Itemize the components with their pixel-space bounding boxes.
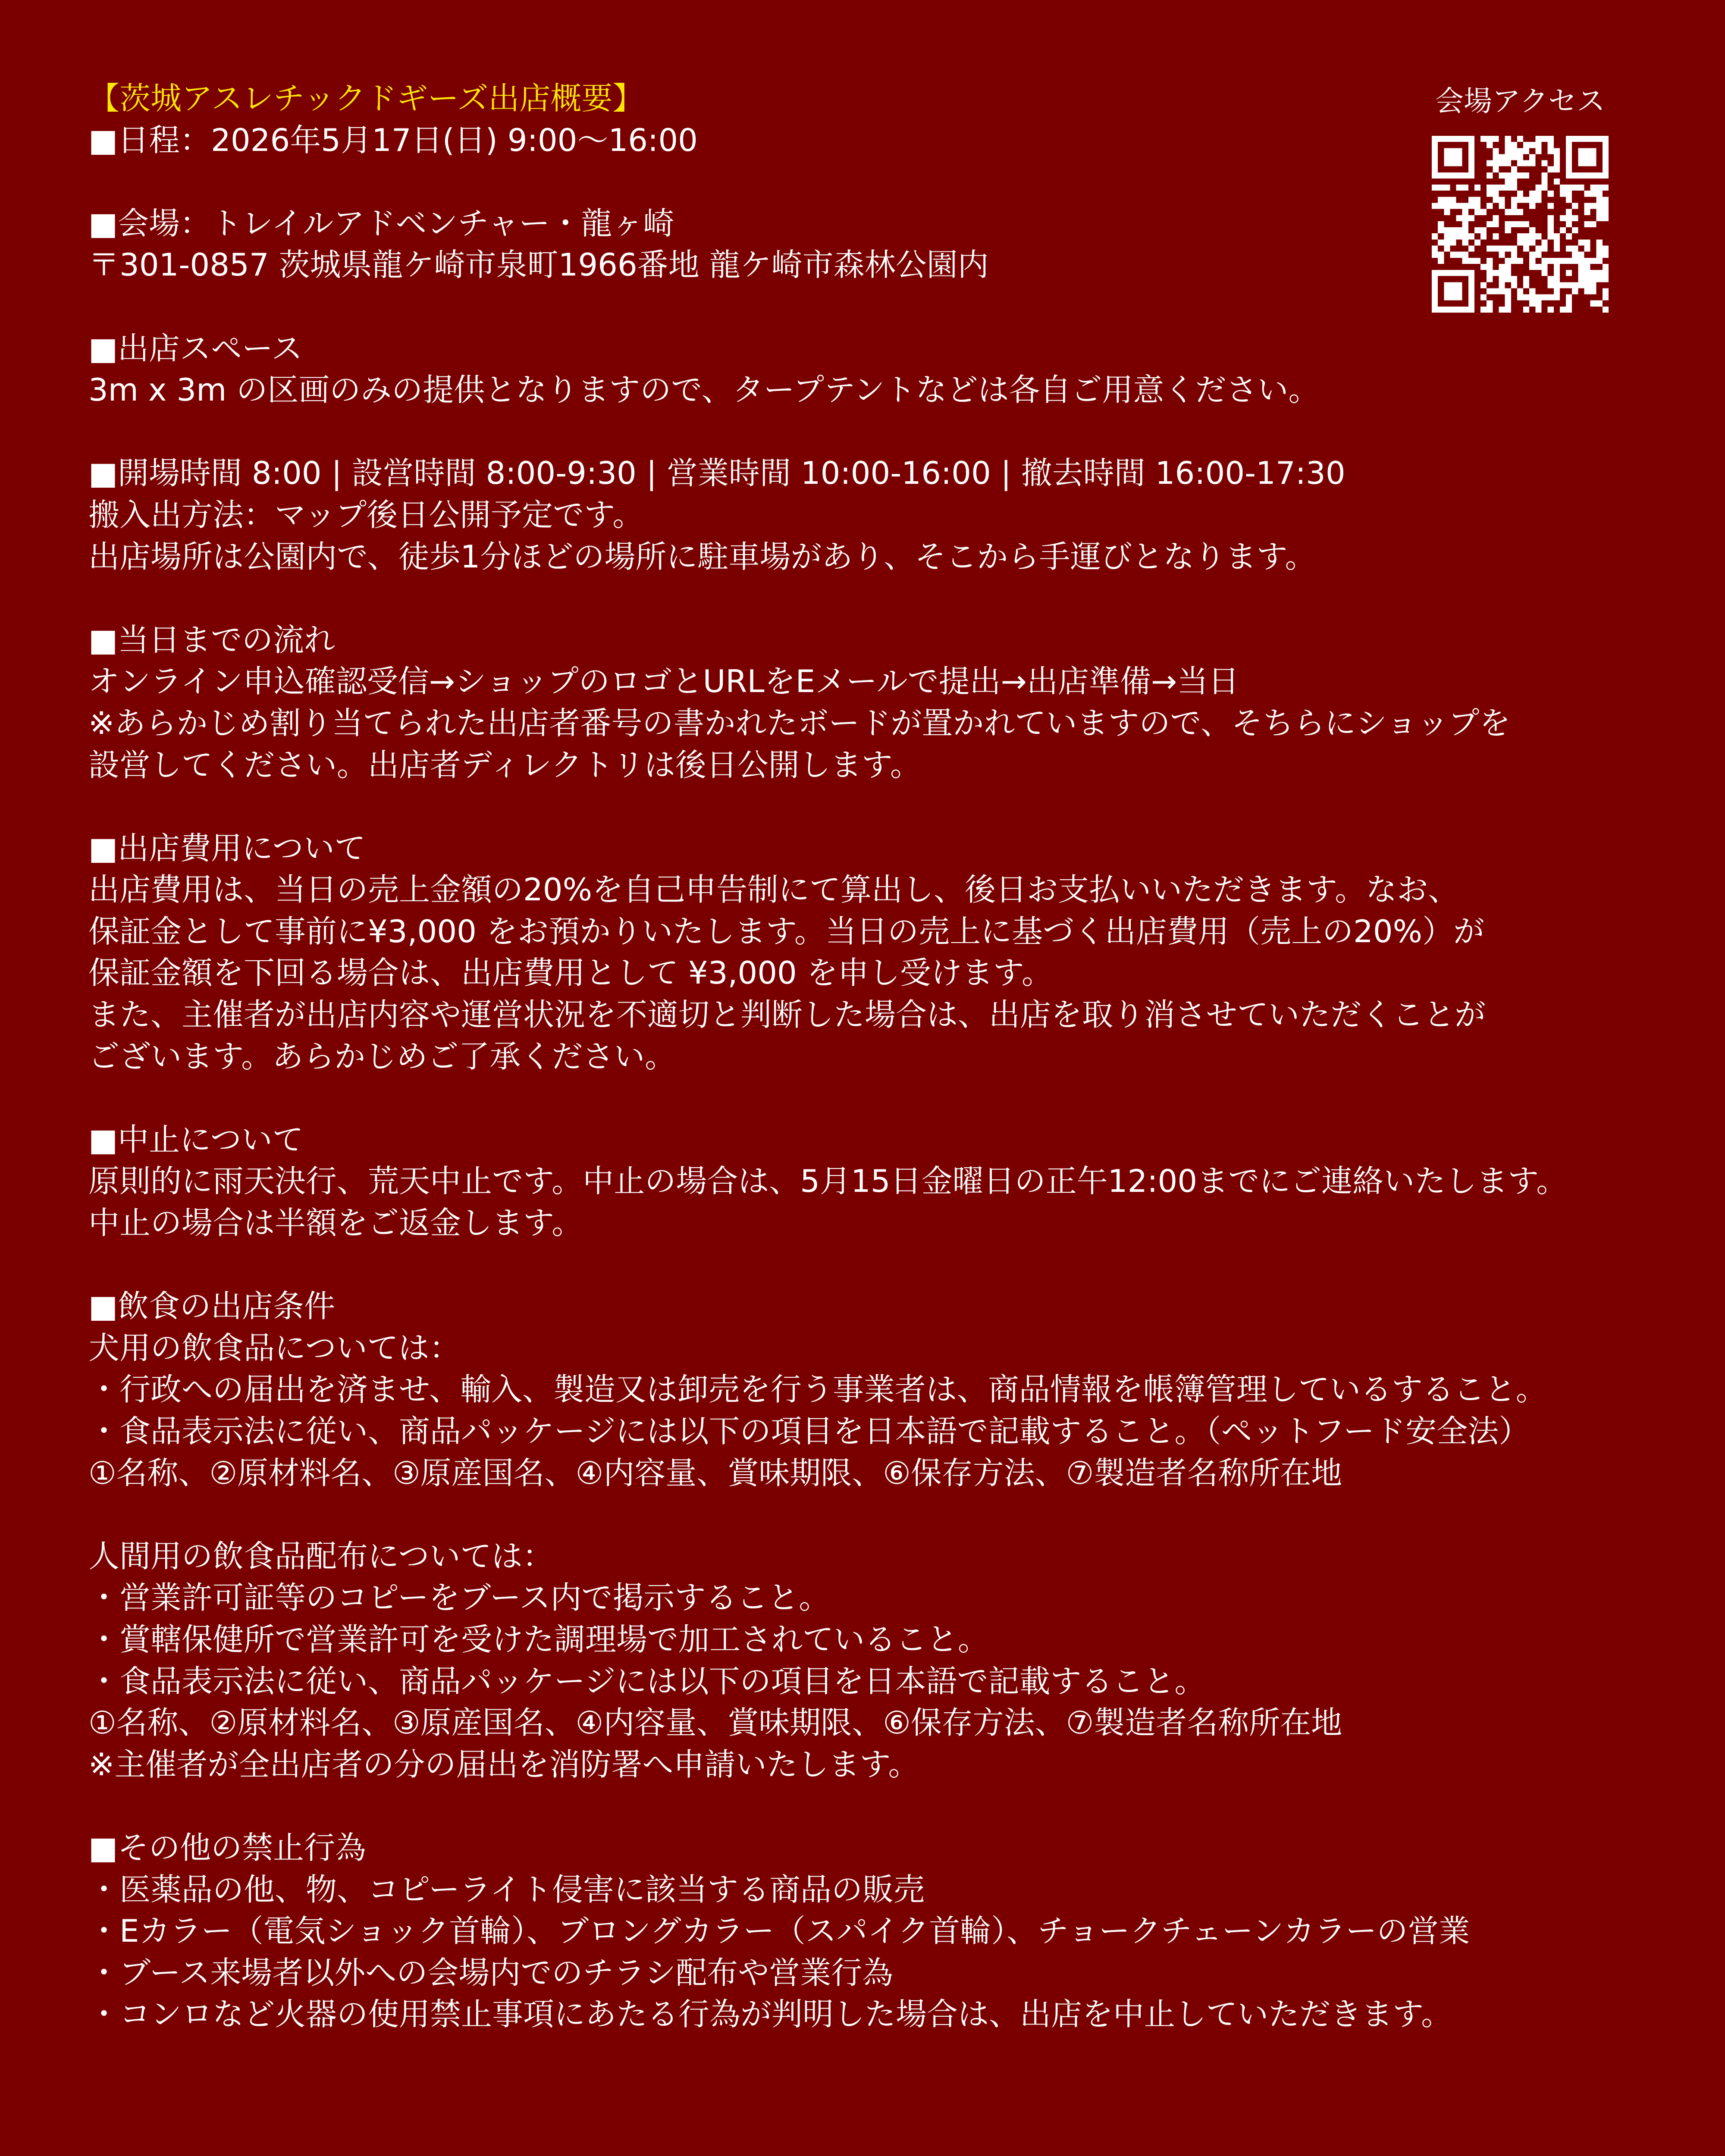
body-line: 保証金として事前に¥3,000 をお預かりいたします。当日の売上に基づく出店費用（売上の20%）が bbox=[88, 913, 1485, 950]
section-heading: ■出店費用について bbox=[88, 830, 366, 866]
section-heading: ■中止について bbox=[88, 1121, 304, 1158]
body-line: 保証金額を下回る場合は、出店費用として ¥3,000 を申し受けます。 bbox=[88, 955, 1053, 991]
venue-access-label: 会場アクセス bbox=[1435, 85, 1606, 118]
blank-line bbox=[88, 577, 1641, 619]
section-heading: ■その他の禁止行為 bbox=[88, 1829, 367, 1866]
document-body bbox=[88, 78, 1641, 2035]
body-line: ①名称、②原材料名、③原産国名、④内容量、賞味期限、⑥保存方法、⑦製造者名称所在地 bbox=[88, 1454, 1342, 1491]
body-line: ございます。あらかじめご了承ください。 bbox=[88, 1038, 676, 1075]
section-heading: ■会場：トレイルアドベンチャー・龍ヶ崎 bbox=[88, 205, 674, 241]
venue-access bbox=[1423, 84, 1617, 313]
body-line: 犬用の飲食品については： bbox=[88, 1329, 461, 1366]
body-line: ・食品表示法に従い、商品パッケージには以下の項目を日本語で記載すること。 bbox=[88, 1663, 1206, 1699]
body-line: 〒301-0857 茨城県龍ケ崎市泉町1966番地 龍ケ崎市森林公園内 bbox=[88, 247, 989, 283]
qr-code-icon[interactable] bbox=[1432, 136, 1609, 313]
body-line: ①名称、②原材料名、③原産国名、④内容量、賞味期限、⑥保存方法、⑦製造者名称所在地 bbox=[88, 1705, 1342, 1741]
blank-line bbox=[88, 411, 1641, 453]
blank-line bbox=[88, 161, 1641, 203]
section-heading: ■出店スペース bbox=[88, 330, 303, 367]
body-line: ※主催者が全出店者の分の届出を消防署へ申請いたします。 bbox=[88, 1746, 919, 1783]
body-line: 出店場所は公園内で、徒歩1分ほどの場所に駐車場があり、そこから手運びとなります。 bbox=[88, 538, 1316, 575]
body-line: ・賞轄保健所で営業許可を受けた調理場で加工されていること。 bbox=[88, 1621, 989, 1658]
blank-line bbox=[88, 1244, 1641, 1286]
section-heading: ■当日までの流れ bbox=[88, 621, 336, 658]
body-line: ・食品表示法に従い、商品パッケージには以下の項目を日本語で記載すること。（ペットフード安全法） bbox=[88, 1413, 1530, 1449]
blank-line bbox=[88, 786, 1641, 827]
body-line: 搬入出方法：マップ後日公開予定です。 bbox=[88, 496, 644, 533]
body-line: ・医薬品の他、物、コピーライト侵害に該当する商品の販売 bbox=[88, 1871, 925, 1908]
blank-line bbox=[88, 1077, 1641, 1119]
body-line: ・コンロなど火器の使用禁止事項にあたる行為が判明した場合は、出店を中止していただきます。 bbox=[88, 1996, 1452, 2033]
blank-line bbox=[88, 1494, 1641, 1536]
section-heading: ■飲食の出店条件 bbox=[88, 1288, 336, 1325]
body-line: 原則的に雨天決行、荒天中止です。中止の場合は、5月15日金曜日の正午12:00までにご連絡いたします。 bbox=[88, 1163, 1568, 1200]
body-line: ※あらかじめ割り当てられた出店者番号の書かれたボードが置かれていますので、そちらにショップを bbox=[88, 705, 1511, 741]
blank-line bbox=[88, 1785, 1641, 1827]
document-title: 【茨城アスレチックドギーズ出店概要】 bbox=[88, 80, 644, 116]
body-line: 中止の場合は半額をご返金します。 bbox=[88, 1205, 583, 1241]
body-line: ・Eカラー（電気ショック首輪）、ブロングカラー（スパイク首輪）、チョークチェーンカラーの営業 bbox=[88, 1913, 1470, 1949]
body-line: ・ブース来場者以外への会場内でのチラシ配布や営業行為 bbox=[88, 1954, 894, 1991]
body-line: ・行政への届出を済ませ、輸入、製造又は卸売を行う事業者は、商品情報を帳簿管理しているすること。 bbox=[88, 1371, 1547, 1408]
body-line: 設営してください。出店者ディレクトリは後日公開します。 bbox=[88, 746, 922, 783]
body-line: オンライン申込確認受信→ショップのロゴとURLをEメールで提出→出店準備→当日 bbox=[88, 663, 1239, 700]
body-line: 出店費用は、当日の売上金額の20%を自己申告制にて算出し、後日お支払いいただきます。なお、 bbox=[88, 871, 1459, 908]
document-lines bbox=[88, 119, 1641, 2035]
body-line: 人間用の飲食品配布については： bbox=[88, 1538, 554, 1574]
body-line: 3m x 3m の区画のみの提供となりますので、タープテントなどは各自ご用意ください。 bbox=[88, 372, 1320, 408]
section-heading: ■日程：2026年5月17日(日) 9:00〜16:00 bbox=[88, 122, 698, 158]
body-line: ・営業許可証等のコピーをブース内で掲示すること。 bbox=[88, 1579, 830, 1616]
section-heading: ■開場時間 8:00 | 設営時間 8:00-9:30 | 営業時間 10:00-16:00 | 撤去時間 16:00-17:30 bbox=[88, 455, 1346, 492]
body-line: また、主催者が出店内容や運営状況を不適切と判断した場合は、出店を取り消させていただくことが bbox=[88, 997, 1486, 1033]
blank-line bbox=[88, 286, 1641, 328]
